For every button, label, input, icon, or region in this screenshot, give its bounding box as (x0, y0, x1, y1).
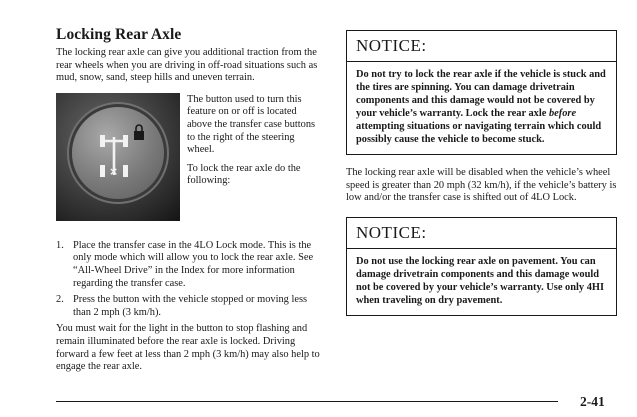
notice-heading: NOTICE: (347, 218, 616, 249)
how-to-lock-text: To lock the rear axle do the following: (187, 162, 301, 187)
footer-rule (56, 401, 558, 402)
step-text: Press the button with the vehicle stopped or moving less than 2 mph (3 km/h). (73, 294, 308, 318)
button-description (187, 94, 323, 188)
button-section (56, 93, 326, 239)
disable-conditions-paragraph: The locking rear axle will be disabled when the vehicle’s wheel speed is greater than 20 mph (32 km/h), if the vehicle’s battery is low and/or the transfer case is shifted out of 4LO Lock. (346, 167, 617, 204)
steps-list (56, 240, 326, 320)
button-location-text: The button used to turn this feature on or off is located above the transfer case buttons to the right of the steering wheel. (187, 93, 316, 156)
page-number: 2-41 (580, 394, 605, 409)
axle-symbol-icon (56, 93, 180, 221)
step-item (56, 294, 326, 319)
left-column (56, 26, 326, 374)
closing-paragraph: You must wait for the light in the button to stop flashing and remain illuminated before the rear axle is locked. Driving forward a few feet at less than 2 mph (3 km/h) may also help to engage the rear axle. (56, 323, 320, 373)
notice-heading: NOTICE: (347, 31, 616, 62)
step-number: 2. (56, 294, 64, 306)
section-title: Locking Rear Axle (56, 26, 182, 43)
intro-paragraph: The locking rear axle can give you additional traction from the rear wheels when you are driving in off-road situations such as mud, snow, sand, steep hills and uneven terrain. (56, 47, 318, 84)
notice-body (347, 62, 616, 154)
right-column (346, 30, 617, 316)
step-text: Place the transfer case in the 4LO Lock mode. This is the only mode which will allow you to lock the rear axle. See “All-Wheel Drive” in the Index for more information regarding the transfer case. (73, 239, 314, 289)
notice-box (346, 30, 617, 155)
notice-body: Do not use the locking rear axle on pavement. You can damage drivetrain components and this damage would not be covered by your vehicle’s warranty. Use only 4HI when traveling on dry pavement. (356, 255, 605, 306)
notice-emphasis: before (548, 108, 577, 119)
svg-text:×: × (109, 164, 119, 178)
step-number: 1. (56, 239, 64, 251)
lock-icon (134, 125, 144, 140)
step-item (56, 240, 326, 290)
notice-body-text: Do not try to lock the rear axle if the vehicle is stuck and the tires are spinning. You can damage drivetrain components and this damage would not be covered by your vehicle’s warranty. Lock the rear axle (356, 69, 606, 119)
notice-body-text: attempting situations or navigating terrain which could possibly cause the vehicle to become stuck. (356, 121, 602, 145)
notice-box (346, 217, 617, 316)
rear-axle-lock-button-photo (56, 93, 180, 221)
